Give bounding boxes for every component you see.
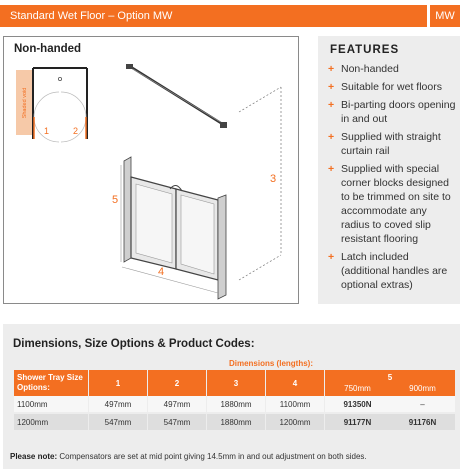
feature-item [328, 98, 458, 126]
cell-codes [325, 414, 455, 432]
features-panel [318, 36, 460, 304]
dim3-bottom-dash [239, 255, 281, 280]
feature-text: Supplied with straight curtain rail [341, 131, 441, 157]
note-label: Please note: [10, 452, 58, 461]
header-col-5 [325, 370, 455, 396]
dimensions-subtitle: Dimensions (lengths): [228, 359, 313, 368]
features-title: FEATURES [330, 44, 400, 56]
feature-text: Suitable for wet floors [341, 81, 442, 93]
feature-item [328, 80, 458, 94]
cell-code-750: 91350N [343, 399, 372, 409]
plus-icon: + [328, 63, 335, 75]
header-size-options: Shower Tray Size Options: [14, 370, 88, 396]
feature-text: Latch included (additional handles are optional extras) [341, 251, 448, 291]
cell-dim-3: 1880mm [207, 396, 265, 414]
dim-5-label: 5 [112, 194, 119, 206]
cell-code-750: 91177N [343, 417, 372, 427]
panel-post-right [218, 195, 226, 299]
plus-icon: + [328, 99, 335, 111]
plan-view [16, 68, 87, 142]
door-swing-arc-1 [34, 92, 59, 117]
note-text: Compensators are set at mid point giving 14.5mm in and out adjustment on both sides. [57, 452, 367, 461]
plan-drain [58, 77, 61, 80]
shaded-void-label: Shaded void [22, 87, 28, 119]
door-2-label: 2 [73, 126, 79, 136]
dimension-3-guide [239, 87, 281, 280]
cell-codes [325, 396, 455, 414]
feature-item [328, 62, 458, 76]
header [0, 0, 460, 32]
cell-dim-3: 1880mm [207, 414, 265, 432]
cell-dim-1: 547mm [89, 414, 147, 432]
cell-size: 1100mm [14, 396, 88, 414]
diagram-panel [3, 36, 299, 304]
header-col-1: 1 [89, 370, 147, 396]
curtain-rail-highlight [133, 69, 222, 123]
feature-item [328, 130, 458, 158]
dimensions-title: Dimensions, Size Options & Product Codes: [13, 338, 255, 350]
dim3-top-dash [239, 87, 281, 112]
door-panel-left-glass [136, 184, 172, 263]
rail-bracket-right [220, 122, 227, 128]
header-col-3: 3 [207, 370, 265, 396]
header-sub-900: 900mm [409, 384, 436, 393]
feature-item [328, 250, 458, 292]
header-col-2: 2 [148, 370, 206, 396]
rail-bracket-left [126, 64, 133, 69]
feature-text: Non-handed [341, 63, 399, 75]
door-panel-right-glass [181, 195, 214, 274]
plus-icon: + [328, 131, 335, 143]
page-title: Standard Wet Floor – Option MW [0, 5, 427, 27]
door-1-label: 1 [44, 126, 50, 136]
cell-size: 1200mm [14, 414, 88, 432]
cell-dim-1: 497mm [89, 396, 147, 414]
table-header-row [14, 370, 455, 396]
dim-3-label: 3 [270, 173, 277, 185]
feature-item [328, 162, 458, 246]
curtain-rail [126, 64, 227, 128]
cell-dim-2: 497mm [148, 396, 206, 414]
dimension-5 [112, 165, 121, 262]
feature-text: Bi-parting doors opening in and out [341, 99, 456, 125]
cell-dim-4: 1100mm [266, 396, 324, 414]
option-code-badge: MW [430, 5, 460, 27]
dimensions-table [13, 370, 456, 432]
feature-text: Supplied with special corner blocks designed to be trimmed on site to accommodate any radius to coved slip resistant flooring [341, 163, 451, 245]
table-row [14, 414, 455, 432]
note [10, 452, 367, 461]
header-col-4: 4 [266, 370, 324, 396]
plus-icon: + [328, 81, 335, 93]
header-col-5-label: 5 [387, 373, 393, 382]
plus-icon: + [328, 163, 335, 175]
header-sub-750: 750mm [344, 384, 371, 393]
cell-code-900: 91176N [408, 417, 437, 427]
door-panels [124, 157, 226, 299]
panel-post-left [124, 157, 131, 262]
header-col-5-sub [325, 384, 455, 393]
dimensions-section [3, 324, 460, 469]
cell-dim-4: 1200mm [266, 414, 324, 432]
features-list [328, 62, 458, 296]
plus-icon: + [328, 251, 335, 263]
door-swing-arc-2 [61, 92, 86, 117]
cell-code-900: – [420, 399, 425, 409]
product-diagram [4, 37, 300, 305]
diagram-title: Non-handed [14, 43, 82, 55]
cell-dim-2: 547mm [148, 414, 206, 432]
dim-4-label: 4 [158, 266, 165, 278]
table-row [14, 396, 455, 414]
